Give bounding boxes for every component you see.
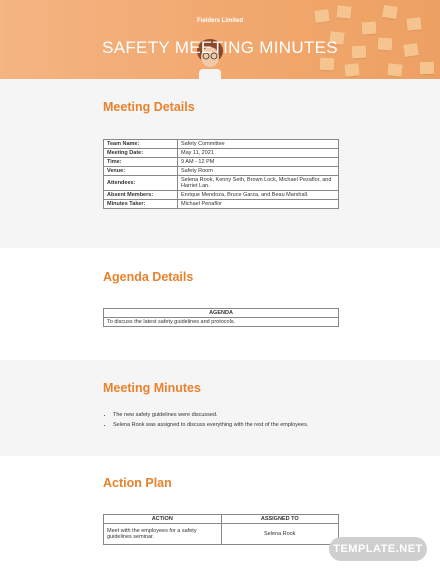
action-column-header: ACTION [104,515,222,524]
detail-value: Safety Room [178,167,339,176]
assigned-to-column-header: ASSIGNED TO [221,515,339,524]
list-item: • The new safety guidelines were discussed. [113,412,308,418]
page-title: SAFETY MEETING MINUTES [102,38,338,57]
meeting-details-section [0,79,440,248]
agenda-heading: Agenda Details [103,270,194,284]
agenda-section [0,248,440,360]
detail-value: Enrique Mendoza, Bruce Garza, and Beau Marshall. [178,191,339,200]
table-row [104,149,339,158]
company-name: Fielders Limited [196,18,243,24]
minutes-list [104,412,308,432]
agenda-column-header: AGENDA [104,309,339,318]
detail-label: Meeting Date: [104,149,178,158]
action-plan-table [103,514,339,545]
meeting-details-table [103,139,339,209]
detail-value: May 11, 2021 [178,149,339,158]
header-banner [0,0,440,79]
detail-label: Attendees: [104,176,178,191]
list-item: • Selena Rook was assigned to discuss everything with the rest of the employees. [113,422,308,428]
detail-value: Safety Committee [178,140,339,149]
meeting-details-heading: Meeting Details [103,100,195,114]
agenda-item: To discuss the latest safety guidelines and protocols. [104,318,339,327]
detail-label: Absent Members: [104,191,178,200]
table-row [104,191,339,200]
table-row [104,158,339,167]
meeting-minutes-section [0,360,440,456]
detail-value: Michael Penaflor [178,200,339,209]
action-plan-heading: Action Plan [103,476,172,490]
detail-label: Time: [104,158,178,167]
table-row [104,140,339,149]
assigned-to-cell: Selena Rook [221,524,339,545]
detail-value: 9 AM - 12 PM [178,158,339,167]
detail-value: Selena Rook, Kenny Seth, Brown Lock, Michael Pezaflor, and Harriet Lan. [178,176,339,191]
table-row [104,167,339,176]
table-row [104,524,339,545]
detail-label: Minutes Taker: [104,200,178,209]
agenda-table [103,308,339,327]
detail-label: Team Name: [104,140,178,149]
meeting-minutes-heading: Meeting Minutes [103,381,201,395]
action-cell: Meet with the employees for a safety guidelines seminar. [104,524,222,545]
table-row [104,200,339,209]
detail-label: Venue: [104,167,178,176]
table-row [104,176,339,191]
template-net-watermark[interactable]: TEMPLATE.NET [329,537,427,561]
